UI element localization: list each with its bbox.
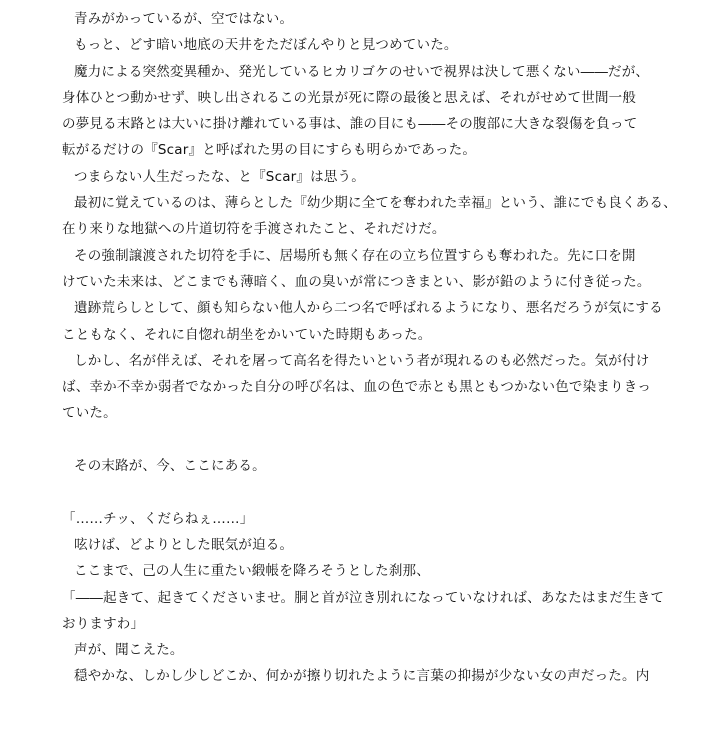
blank-line (62, 427, 662, 453)
novel-text-body (62, 6, 677, 690)
text-line: ていた。 (62, 405, 117, 422)
text-line: 声が、聞こえた。 (74, 642, 184, 659)
text-line: 身体ひとつ動かせず、映し出されるこの光景が死に際の最後と思えば、それがせめて世間一般 (62, 89, 637, 106)
text-line: 魔力による突然変異種か、発光しているヒカリゴケのせいで視界は決して悪くない――だが、 (74, 63, 650, 80)
text-line: けていた未来は、どこまでも薄暗く、血の臭いが常につきまとい、影が鉛のように付き従った。 (62, 273, 651, 290)
text-line: の夢見る末路とは大いに掛け離れている事は、誰の目にも――その腹部に大きな裂傷を負って (62, 116, 638, 133)
dialogue-line: 「……チッ、くだらねぇ……」 (62, 510, 254, 527)
text-line: 遺跡荒らしとして、顔も知らない他人から二つ名で呼ばれるようになり、悪名だろうが気にする (74, 300, 663, 317)
text-line: ば、幸か不幸か弱者でなかった自分の呼び名は、血の色で赤とも黒ともつかない色で染まりきっ (62, 379, 652, 396)
dialogue-line: おりますわ」 (62, 615, 145, 632)
text-line: こともなく、それに自惚れ胡坐をかいていた時期もあった。 (62, 326, 432, 343)
text-line: 在り来りな地獄への片道切符を手渡されたこと、それだけだ。 (62, 221, 446, 238)
blank-line (62, 479, 662, 505)
dialogue-line: 「――起きて、起きてくださいませ。胴と首が泣き別れになっていなければ、あなたはまだ生きて (62, 589, 665, 606)
text-line: その末路が、今、ここにある。 (74, 458, 266, 475)
text-line: もっと、どす暗い地底の天井をただぼんやりと見つめていた。 (74, 37, 458, 54)
text-line: 青みがかっているが、空ではない。 (74, 11, 294, 27)
text-line: 穏やかな、しかし少しどこか、何かが擦り切れたように言葉の抑揚が少ない女の声だった。内 (74, 668, 650, 685)
text-line: 呟けば、どよりとした眠気が迫る。 (74, 536, 294, 553)
text-line: ここまで、己の人生に重たい緞帳を降ろそうとした刹那、 (74, 563, 430, 580)
text-line: 転がるだけの『Scar』と呼ばれた男の目にすらも明らかであった。 (62, 142, 477, 159)
text-line: つまらない人生だったな、と『Scar』は思う。 (74, 168, 365, 185)
text-line: しかし、名が伴えば、それを屠って高名を得たいという者が現れるのも必然だった。気が付け (74, 352, 650, 369)
text-line: その強制譲渡された切符を手に、居場所も無く存在の立ち位置すらも奪われた。先に口を開 (74, 247, 636, 264)
text-line: 最初に覚えているのは、薄らとした『幼少期に全てを奪われた幸福』という、誰にでも良くある、 (74, 195, 677, 212)
